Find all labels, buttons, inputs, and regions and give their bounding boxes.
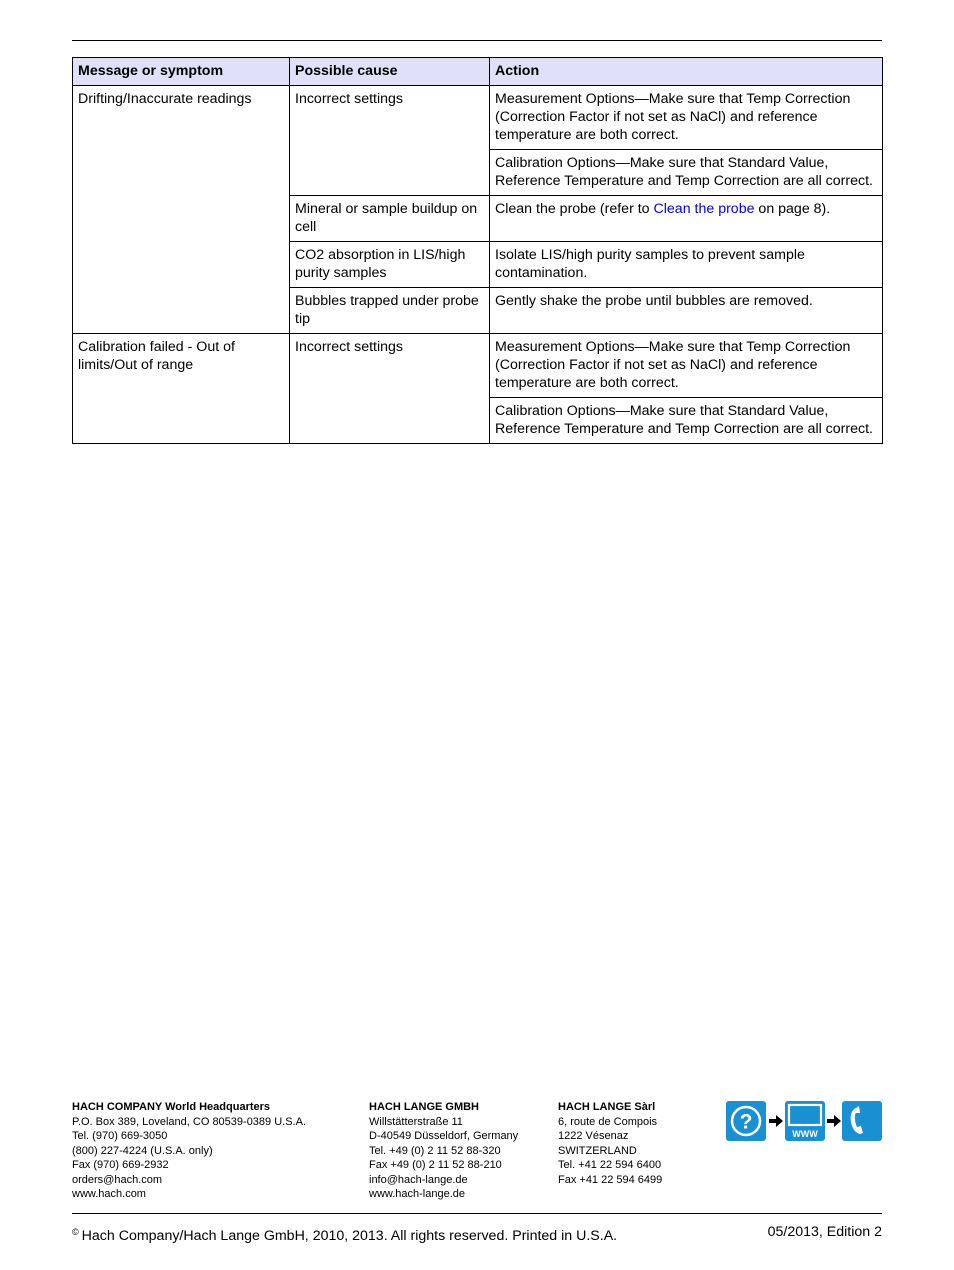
address-heading: HACH LANGE Sàrl — [558, 1101, 656, 1113]
action-cell: Gently shake the probe until bubbles are removed. — [490, 288, 883, 334]
troubleshooting-table — [72, 57, 883, 444]
address-line: www.hach.com — [72, 1188, 146, 1200]
symptom-cell: Calibration failed - Out of limits/Out of range — [73, 334, 290, 444]
address-line: 6, route de Compois — [558, 1115, 658, 1128]
cause-cell: Bubbles trapped under probe tip — [290, 288, 490, 334]
cause-cell: Incorrect settings — [290, 86, 490, 196]
address-heading: HACH LANGE GMBH — [369, 1101, 479, 1113]
action-cell: Measurement Options—Make sure that Temp Correction (Correction Factor if not set as NaCl) and reference temperature are both correct. — [490, 334, 883, 398]
address-line: 1222 Vésenaz — [558, 1130, 629, 1142]
cause-cell: Mineral or sample buildup on cell — [290, 196, 490, 242]
copyright-notice — [72, 1223, 617, 1245]
action-cell: Isolate LIS/high purity samples to prevent sample contamination. — [490, 242, 883, 288]
action-cell: Measurement Options—Make sure that Temp Correction (Correction Factor if not set as NaCl) and reference temperature are both correct. — [490, 86, 883, 150]
header-action: Action — [490, 58, 883, 86]
address-line: www.hach-lange.de — [369, 1188, 466, 1200]
cause-cell: Incorrect settings — [290, 334, 490, 444]
address-heading: HACH COMPANY World Headquarters — [72, 1101, 271, 1113]
action-text-before: Clean the probe (refer to — [495, 201, 654, 217]
table-row — [73, 334, 883, 398]
footer-address-gmbh — [369, 1100, 518, 1202]
symptom-cell: Drifting/Inaccurate readings — [73, 86, 290, 334]
address-line: Willstätterstraße 11 — [369, 1115, 463, 1128]
header-cause: Possible cause — [290, 58, 490, 86]
cause-cell: CO2 absorption in LIS/high purity samples — [290, 242, 490, 288]
arrow-right-icon — [827, 1115, 841, 1127]
address-line: SWITZERLAND — [558, 1144, 637, 1157]
address-line: Fax +49 (0) 2 11 52 88-210 — [369, 1159, 502, 1171]
support-icons — [726, 1100, 882, 1142]
address-line: (800) 227-4224 (U.S.A. only) — [72, 1144, 213, 1157]
address-line: P.O. Box 389, Loveland, CO 80539-0389 U.S.A. — [72, 1115, 307, 1128]
top-rule — [72, 40, 882, 41]
address-line: Tel. (970) 669-3050 — [72, 1130, 168, 1142]
footer-address-hq — [72, 1100, 306, 1202]
table-row — [73, 86, 883, 150]
clean-the-probe-link[interactable]: Clean the probe — [653, 201, 755, 217]
address-line: D-40549 Düsseldorf, Germany — [369, 1130, 519, 1142]
address-line: Tel. +41 22 594 6400 — [558, 1159, 662, 1171]
svg-text:?: ? — [739, 1110, 753, 1134]
address-line: Fax +41 22 594 6499 — [558, 1173, 663, 1186]
table-header-row — [73, 58, 883, 86]
phone-icon — [842, 1101, 882, 1141]
address-line: info@hach-lange.de — [369, 1173, 468, 1186]
action-cell: Calibration Options—Make sure that Standard Value, Reference Temperature and Temp Correction are all correct. — [490, 398, 883, 444]
address-line: orders@hach.com — [72, 1173, 163, 1186]
address-line: Fax (970) 669-2932 — [72, 1159, 169, 1171]
header-symptom: Message or symptom — [73, 58, 290, 86]
website-icon — [785, 1101, 825, 1141]
footer-address-sarl — [558, 1100, 662, 1187]
action-cell — [490, 196, 883, 242]
action-text-after: on page 8). — [754, 201, 831, 217]
bottom-rule — [72, 1213, 882, 1214]
copyright-text: Hach Company/Hach Lange GmbH, 2010, 2013. All rights reserved. Printed in U.S.A. — [81, 1228, 618, 1244]
edition-label: 05/2013, Edition 2 — [767, 1224, 882, 1240]
question-icon — [726, 1101, 766, 1141]
copyright-mark: © — [72, 1227, 79, 1237]
www-label: WWW — [792, 1129, 818, 1139]
arrow-right-icon — [769, 1115, 783, 1127]
action-cell: Calibration Options—Make sure that Standard Value, Reference Temperature and Temp Correction are all correct. — [490, 150, 883, 196]
address-line: Tel. +49 (0) 2 11 52 88-320 — [369, 1144, 501, 1157]
